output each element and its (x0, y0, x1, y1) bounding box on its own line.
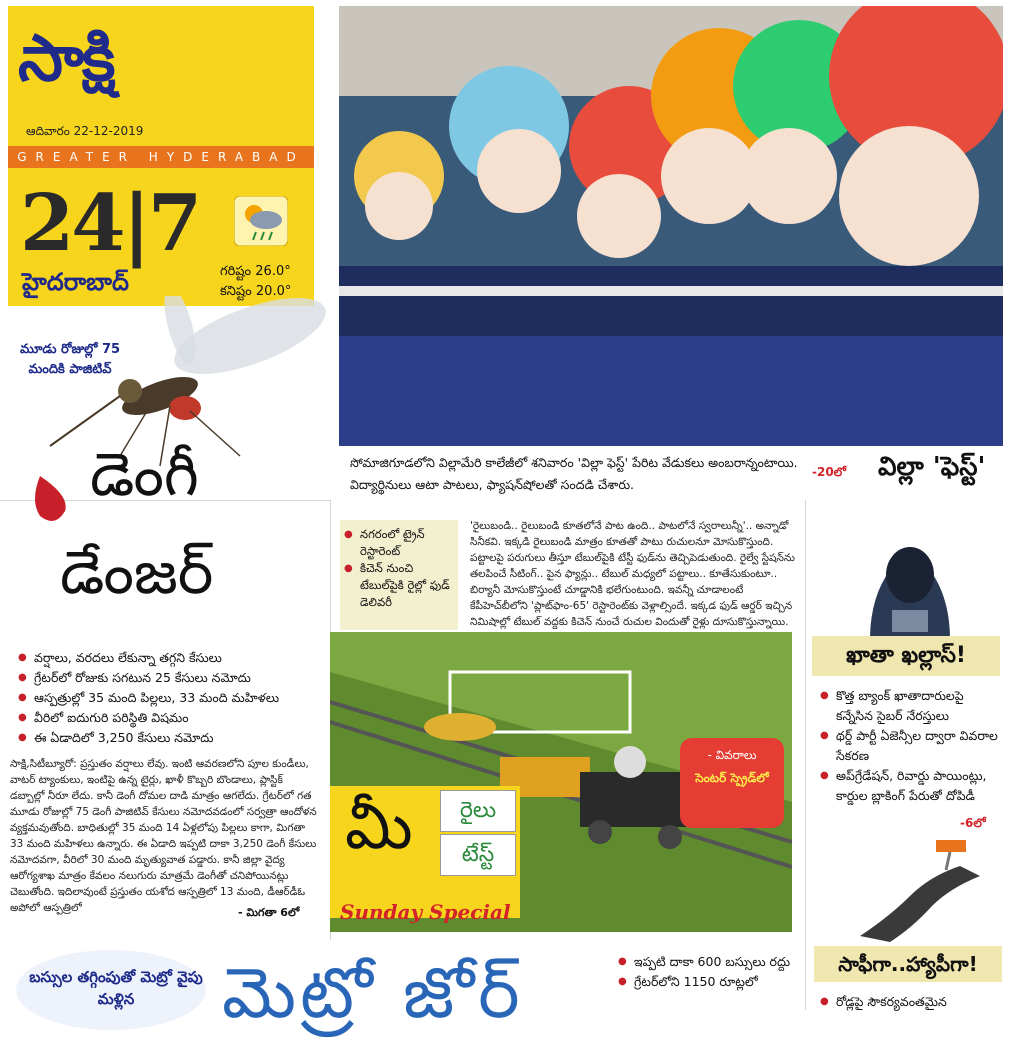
train-body-paragraph: 'రైలుబండి.. రైలుబండి కూతలోనే పాట ఉంది.. పాటలోనే స్వరాలున్నీ'.. అన్నాడో సినీకవి. ఇక్కడి రైలుబండి మాత్రం కూతతో పాటు రుచులనూ మోసుకొస్తుంది. పట్టాలపై పరుగులు తీస్తూ టేబుల్‌పైకి టేస్టీ ఫుడ్‌ను తెచ్చిపెడుతుంది. రైల్వే స్టేషన్‌ను తలపించే సీటింగ్.. పైన ఫ్యాన్లు.. టేబుల్ మధ్యలో పట్టాలు.. కూతేసుకుంటూ.. బిర్యానీ మోసుకొస్తుంటే చూడ్డానికి భలేగుంటుంది. ఇవన్నీ చూడాలంటే కేపీహెచ్‌బీలోని 'ప్లాట్‌ఫాం-65' రెస్టారెంట్‌కు వెళ్లాల్సిందే. ఇక్కడ ఫుడ్ ఆర్డర్ ఇచ్చిన నిమిషాల్లో టేబుల్ వద్దకు కిచెన్ నుంచే రుచుల విందుతో రైళ్లు దూసుకొస్తున్నాయి. (470, 520, 795, 628)
photo-caption: సోమాజిగూడలోని విల్లామేరి కాలేజీలో శనివారం 'విల్లా ఫెస్ట్' పేరిట వేడుకలు అంబరాన్నంటాయి. విద్యార్థినులు ఆటా పాటలు, ఫ్యాషన్‌షోలతో సందడి చేశారు. (350, 455, 798, 492)
cyber-headline: ఖాతా ఖల్లాస్! (812, 636, 1000, 676)
list-item: ● వర్షాలు, వరదలు లేకున్నా తగ్గని కేసులు (18, 648, 318, 668)
dengue-body-text: సాక్షి,సిటీబ్యూరో: ప్రస్తుతం వర్షాలు లేవు. ఇంటి ఆవరణలోని పూల కుండీలు, వాటర్ ట్యాంకులు, ఇంటిపై ఉన్న టైర్లు, ఖాళీ కొబ్బరి బొండాలు, ప్లాస్టిక్ డబ్బాల్లో నీరూ లేదు. కానీ డెంగీ దోమల దాడి మాత్రం ఆగలేదు. గ్రేటర్‌లో గత మూడు రోజుల్లో 75 డెంగీ పాజిటివ్ కేసులు నమోదవడంలో సర్వత్రా ఆందోళన వ్యక్తమవుతోంది. బాధితుల్లో 35 మంది 14 ఏళ్లలోపు పిల్లలు కాగా, మిగతా 33 మంది మహిళలు ఉన్నారు. ఈ ఏడాది ఇప్పటి దాకా 3,250 డెంగీ కేసులు నమోదవగా, వీరిలో 30 మంది మృత్యువాత పడ్డారు. కానీ జిల్లా వైద్య ఆరోగ్యశాఖ మాత్రం కేవలం నలుగురు మాత్రమే డెంగీతో చనిపోయినట్లు చెబుతోంది. ఇదిలావుంటే ప్రస్తుతం యశోద ఆస్పత్రిలో 13 మంది, డీఆర్‌డీఓ అపోలో ఆస్పత్రిలో (10, 758, 317, 914)
continued-link[interactable]: - మిగతా 6లో (238, 906, 300, 919)
train-headline-big-word: మీ (345, 790, 413, 864)
train-headline-word-taste: టేస్ట్ (440, 834, 516, 876)
hooded-hacker-illustration (830, 520, 990, 640)
dengue-headline-line1: డెంగీ (90, 440, 199, 510)
dengue-headline-line2: డేంజర్ (60, 538, 214, 608)
page-reference: -6లో (960, 816, 986, 830)
list-item: ● అప్‌గ్రేడేషన్, రివార్డు పాయింట్లు, కార్డుల బ్లాకింగ్ పేరుతో దోపిడీ (820, 766, 1000, 806)
details-label: - వివరాలు (707, 748, 757, 762)
list-item: ● ఆస్పత్రుల్లో 35 మంది పిల్లలు, 33 మంది మహిళలు (18, 688, 318, 708)
list-item: ● గ్రేటర్‌లోని 1150 రూట్లలో (618, 972, 798, 992)
photo-story-title: విల్లా 'ఫెస్ట్' (878, 452, 986, 482)
cloud-rain-sun-icon (234, 196, 288, 246)
list-item: ● ఈ ఏడాదిలో 3,250 కేసులు నమోదు (18, 728, 318, 748)
list-item: ● నగరంలో ట్రైన్ రెస్టారెంట్ (344, 526, 454, 560)
newspaper-logo: సాక్షి (18, 22, 114, 96)
page-reference: -20లో (812, 465, 847, 479)
list-item: ● గ్రేటర్‌లో రోజుకు సగటున 25 కేసులు నమోదు (18, 668, 318, 688)
sunday-special-label: Sunday Special (340, 900, 511, 924)
details-link[interactable]: సెంటర్ స్ప్రెడ్‌లో (695, 771, 769, 785)
list-item: ● రోడ్లపై సౌకర్యవంతమైన (820, 992, 1000, 1012)
list-item: ● కిచెన్ నుంచి టేబుల్‌పైకి రైల్లో ఫుడ్ డెలివరీ (344, 560, 454, 611)
divider (805, 500, 806, 1010)
roads-headline: సాఫీగా..హ్యాపీగా! (814, 946, 1002, 982)
edition-banner: GREATER HYDERABAD (8, 146, 314, 168)
train-bullet-box (340, 520, 458, 630)
list-item: ● ఇప్పటి దాకా 600 బస్సులు రద్దు (618, 952, 798, 972)
cyber-bullet-list (820, 686, 1000, 806)
details-callout[interactable] (680, 738, 784, 828)
list-item: ● వీరిలో ఐదుగురి పరిస్థితి విషమం (18, 708, 318, 728)
max-temperature: గరిష్టం 26.0° (220, 264, 291, 279)
metro-bullet-list (618, 952, 798, 992)
issue-date: ఆదివారం 22-12-2019 (26, 124, 144, 138)
dengue-bullet-list (18, 648, 318, 748)
villa-fest-photo (339, 6, 1003, 446)
masthead (8, 6, 314, 306)
city-name: హైదరాబాద్ (22, 268, 129, 296)
road-paint-roller-illustration (850, 836, 990, 944)
train-bullet-list (344, 526, 454, 611)
metro-headline: మెట్రో జోర్ (222, 952, 524, 1034)
metro-kicker: బస్సుల తగ్గింపుతో మెట్రో వైపు మళ్లిన (29, 968, 203, 1008)
list-item: ● థర్డ్ పార్టీ ఏజెన్సీల ద్వారా వివరాల సేకరణ (820, 726, 1000, 766)
list-item: ● కొత్త బ్యాంక్ ఖాతాదారులపై కన్నేసిన సైబర్ నేరస్తులు (820, 686, 1000, 726)
brand-247: 24|7 (20, 178, 200, 269)
roads-bullet-list (820, 992, 1000, 1012)
min-temperature: కనిష్టం 20.0° (220, 284, 292, 299)
train-headline-word-train: రైలు (440, 790, 516, 832)
dengue-kicker: మూడు రోజుల్లో 75 మందికి పాజిటివ్ (19, 342, 121, 377)
